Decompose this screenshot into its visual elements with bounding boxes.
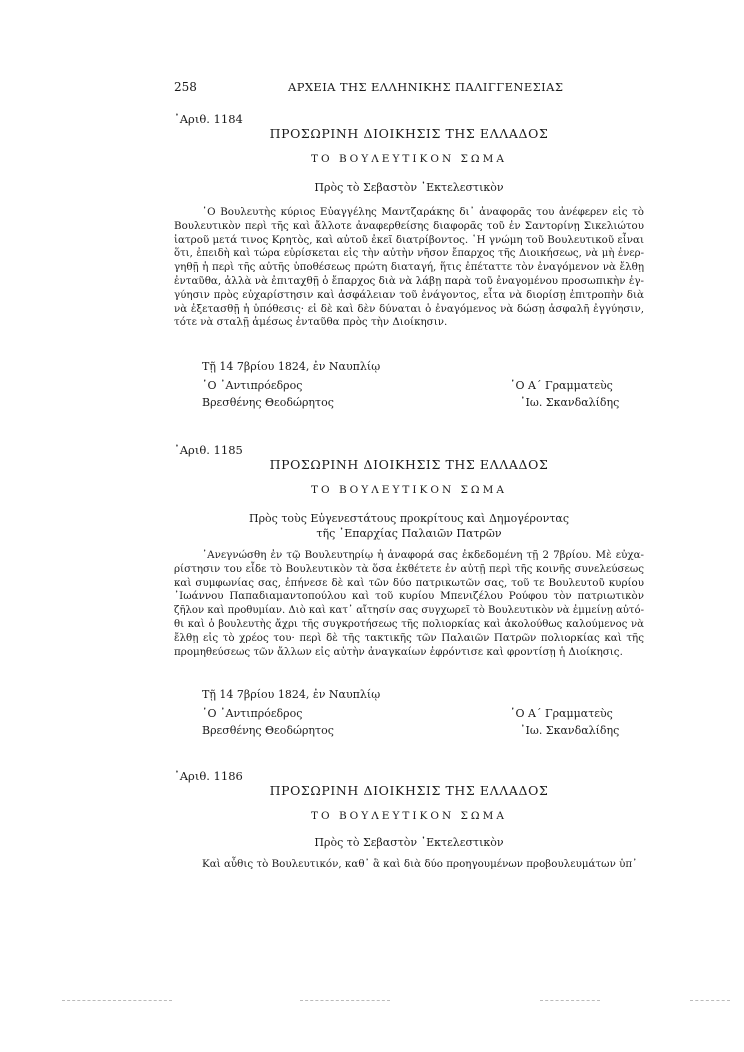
signatory-title: ῾Ο Α΄ Γραμματεὺς (510, 379, 613, 392)
text-line: ζῆλον καὶ προθυμίαν. Διὸ καὶ κατ᾿ αἴτησίν σας συγχωρεῖ τὸ Βουλευτικὸν νὰ ἐμμείνῃ αὐτό- (174, 605, 644, 617)
signatory-name: Βρεσθένης Θεοδώρητος (202, 396, 334, 409)
signatory-name: Βρεσθένης Θεοδώρητος (202, 724, 334, 737)
council-title: ΤΟ ΒΟΥΛΕΥΤΙΚΟΝ ΣΩΜΑ (311, 810, 507, 822)
signatory-right (510, 705, 619, 739)
document-number: ᾿Αριθ. 1186 (174, 769, 243, 783)
text-line: ᾿Ιωάννου Παπαδιαμαντοπούλου καὶ τοῦ κυρίου Μπενιζέλου Ρούφου τὸν πατριωτικὸν (174, 590, 644, 603)
text-line: καὶ συμφωνίας σας, ἐπήνεσε δὲ καὶ τῶν δύο πατρικωτῶν σας, τοῦ τε Βουλευτοῦ κυρίου (174, 576, 644, 589)
document-number: ᾿Αριθ. 1184 (174, 112, 243, 126)
addressee-line: Πρὸς τοὺς Εὐγενεστάτους προκρίτους καὶ Δημογέροντας (248, 512, 569, 525)
text-line: γηθῇ ἡ περὶ τῆς αὐτῆς ὑποθέσεως πρώτη διαταγή, ἥτις ἐπέταττε τὸν ἐναγόμενον νὰ ἔλθῃ (174, 261, 644, 274)
government-heading: ΠΡΟΣΩΡΙΝΗ ΔΙΟΙΚΗΣΙΣ ΤΗΣ ΕΛΛΑΔΟΣ (269, 126, 549, 141)
signatory-right (510, 377, 619, 411)
running-title: ΑΡΧΕΙΑ ΤΗΣ ΕΛΛΗΝΙΚΗΣ ΠΑΛΙΓΓΕΝΕΣΙΑΣ (288, 80, 564, 94)
signatory-title: ῾Ο ᾿Αντιπρόεδρος (202, 707, 303, 720)
addressee-line: τῆς ᾿Επαρχίας Παλαιῶν Πατρῶν (316, 527, 502, 540)
council-title: ΤΟ ΒΟΥΛΕΥΤΙΚΟΝ ΣΩΜΑ (311, 484, 507, 496)
date-line: Τῇ 14 7βρίου 1824, ἐν Ναυπλίῳ (202, 360, 381, 373)
text-line: Βουλευτικὸν περὶ τῆς καὶ ἄλλοτε ἀναφερθείσης διαφορᾶς τοῦ ἐν Σαντορίνῃ Σικελιώτου (174, 219, 644, 232)
document-text (174, 549, 644, 659)
signatory-left (202, 377, 334, 411)
text-line: ᾿Ανεγνώσθη ἐν τῷ Βουλευτηρίῳ ἡ ἀναφορά σας ἐκδεδομένη τῇ 2 7βρίου. Μὲ εὐχα- (202, 549, 644, 561)
text-line: ῾Ο Βουλευτὴς κύριος Εὐαγγέλης Μαντζαράκης δι᾿ ἀναφορᾶς του ἀνέφερεν εἰς τὸ (202, 206, 644, 218)
document-text (174, 858, 644, 872)
scan-artifact-line (540, 1000, 600, 1001)
scan-artifact-line (62, 1000, 172, 1001)
scan-artifact-line (690, 1000, 730, 1001)
text-line: προμηθεύσεως τῶν ἄλλων εἰς αὐτὴν ἀναγκαίων ἐφρόντισε καὶ φροντίσῃ ἡ Διοίκησις. (174, 645, 623, 658)
text-line: ἰατροῦ μετά τινος Κρητὸς, καὶ αὐτοῦ ἐκεῖ διατρίβοντος. ῾Η γνώμη τοῦ Βουλευτικοῦ εἶναι (174, 233, 644, 246)
signatory-name: ᾿Ιω. Σκανδαλίδης (520, 724, 620, 737)
council-title: ΤΟ ΒΟΥΛΕΥΤΙΚΟΝ ΣΩΜΑ (311, 153, 507, 165)
text-line: ρίστησιν του εἶδε τὸ Βουλευτικὸν τὰ ὅσα ἐκθέτετε ἐν αὐτῇ περὶ τῆς κοινῆς συνελεύσεως (174, 562, 644, 575)
addressee-line: Πρὸς τὸ Σεβαστὸν ᾿Εκτελεστικὸν (314, 181, 504, 194)
text-line: τότε νὰ σταλῇ ἀμέσως ἐνταῦθα πρὸς τὴν Διοίκησιν. (174, 316, 448, 329)
text-line: ἐνταῦθα, ἀλλὰ νὰ ἐπιταχθῇ ὁ ἔπαρχος διὰ νὰ λάβῃ παρὰ τοῦ ἐναγομένου προσωπικὴν ἐγ- (174, 274, 644, 287)
government-heading: ΠΡΟΣΩΡΙΝΗ ΔΙΟΙΚΗΣΙΣ ΤΗΣ ΕΛΛΑΔΟΣ (269, 783, 549, 798)
document-text (174, 206, 644, 330)
document-number: ᾿Αριθ. 1185 (174, 443, 243, 457)
addressee-line: Πρὸς τὸ Σεβαστὸν ᾿Εκτελεστικὸν (314, 836, 504, 849)
scan-artifact-line (300, 1000, 390, 1001)
text-line: ἔλθῃ εἰς τὸ χρέος του· περὶ δὲ τῆς τακτικῆς τῶν Παλαιῶν Πατρῶν πολιορκίας καὶ τῆς (174, 631, 644, 644)
text-line: Καὶ αὖθις τὸ Βουλευτικόν, καθ᾿ ἃ καὶ διὰ δύο προηγουμένων προβουλευμάτων ὑπ᾿ (202, 858, 638, 870)
signatory-title: ῾Ο ᾿Αντιπρόεδρος (202, 379, 303, 392)
text-line: θι καὶ ὁ βουλευτὴς ἄχρι τῆς συγκροτήσεως τῆς πολιορκίας καὶ ἀκολούθως καλούμενος νὰ (174, 618, 644, 630)
signatory-title: ῾Ο Α΄ Γραμματεὺς (510, 707, 613, 720)
signatory-name: ᾿Ιω. Σκανδαλίδης (520, 396, 620, 409)
text-line: ὅτι, ἐπειδὴ καὶ τώρα εὑρίσκεται εἰς τὴν αὐτὴν νῆσον ἔπαρχος τῆς Διοικήσεως, νὰ μὴ ἐνερ- (174, 248, 644, 260)
date-line: Τῇ 14 7βρίου 1824, ἐν Ναυπλίῳ (202, 688, 381, 701)
government-heading: ΠΡΟΣΩΡΙΝΗ ΔΙΟΙΚΗΣΙΣ ΤΗΣ ΕΛΛΑΔΟΣ (269, 457, 549, 472)
signatory-left (202, 705, 334, 739)
page-number: 258 (174, 80, 197, 94)
text-line: νὰ ἐξετασθῇ ἡ ὑπόθεσις· εἰ δὲ καὶ δὲν δύναται ὁ ἐναγόμενος νὰ δώσῃ ἀσφαλῆ ἐγγύησιν, (174, 302, 644, 315)
text-line: γύησιν πρὸς εὐχαρίστησιν καὶ ἀσφάλειαν τοῦ ἐνάγοντος, εἶτα νὰ διορίσῃ ἐπιτροπὴν διὰ (174, 288, 644, 301)
